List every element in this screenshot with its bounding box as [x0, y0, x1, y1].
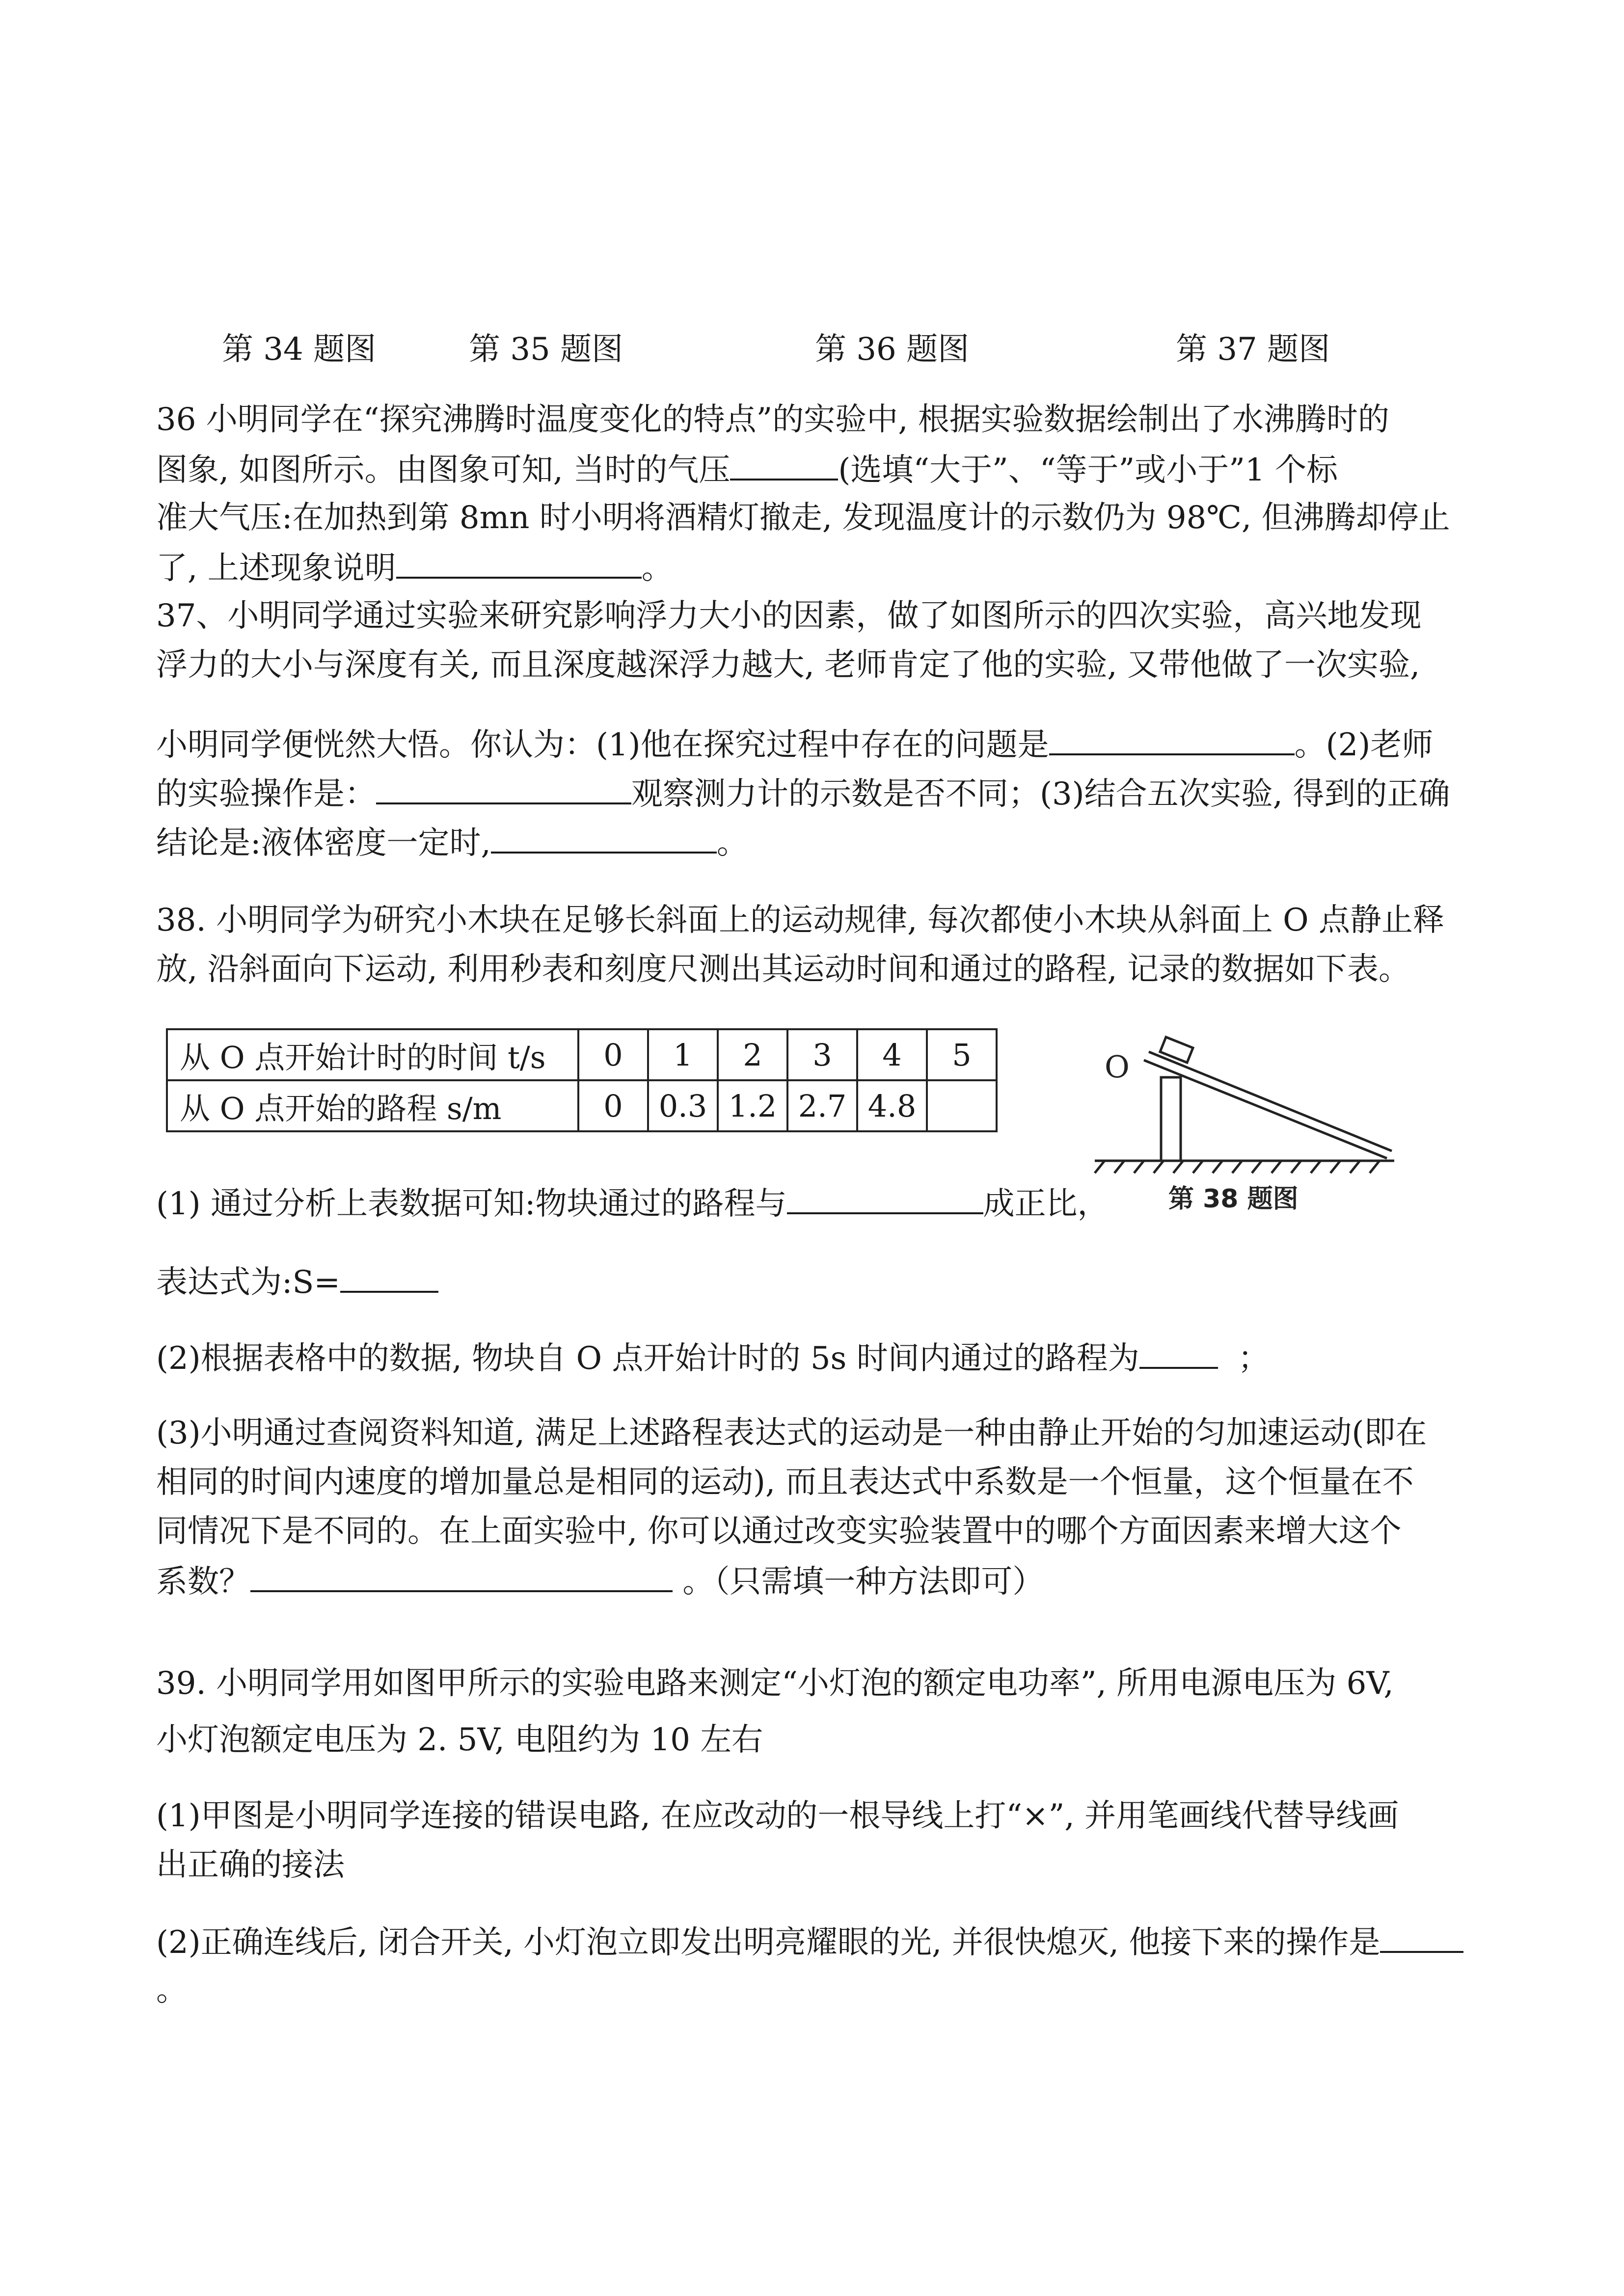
q39-line1: 39. 小明同学用如图甲所示的实验电路来测定“小灯泡的额定电功率”, 所用电源电压为 6V,	[156, 1665, 1394, 1702]
table-cell: 4	[857, 1029, 927, 1080]
table-cell-empty[interactable]	[927, 1080, 997, 1131]
table-cell: 1	[648, 1029, 718, 1080]
q37-blank-conclusion[interactable]	[491, 822, 717, 854]
q37-line5	[156, 822, 748, 863]
q36-line4	[156, 547, 673, 588]
caption-fig36: 第 36 题图	[815, 331, 970, 368]
table-cell: 0	[578, 1029, 648, 1080]
q39-blank-operation[interactable]	[1380, 1922, 1463, 1953]
q38-part3-text: 系数？	[156, 1564, 250, 1600]
q38-part3-line4	[156, 1561, 1044, 1602]
fig38-caption: 第 38 题图	[1168, 1184, 1299, 1210]
table-cell: 3	[787, 1029, 857, 1080]
q37-line5-end: 。	[716, 825, 748, 861]
q36-blank-pressure[interactable]	[730, 449, 838, 481]
table-cell: 2.7	[787, 1080, 857, 1131]
q38-blank-method[interactable]	[250, 1561, 673, 1592]
q38-part2-text: (2)根据表格中的数据, 物块自 O 点开始计时的 5s 时间内通过的路程为	[156, 1340, 1139, 1377]
q38-part1-text: (1) 通过分析上表数据可知:物块通过的路程与	[156, 1186, 787, 1222]
table-cell: 2	[718, 1029, 787, 1080]
q37-line1: 37、小明同学通过实验来研究影响浮力大小的因素，做了如图所示的四次实验，高兴地发现	[156, 598, 1422, 634]
q38-data-table	[166, 1028, 998, 1132]
q36-line2-text: 图象, 如图所示。由图象可知, 当时的气压	[156, 452, 731, 488]
q39-part2-line1	[156, 1922, 1463, 1962]
q39-part2-line2: 。	[156, 1972, 188, 2008]
q37-line3-end: 。(2)老师	[1294, 727, 1434, 763]
q39-part2-text: (2)正确连线后, 闭合开关, 小灯泡立即发出明亮耀眼的光, 并很快熄灭, 他接下来的操作是	[156, 1924, 1380, 1961]
q38-blank-proportional[interactable]	[787, 1183, 983, 1214]
table-cell: 1.2	[718, 1080, 787, 1131]
q37-line4	[156, 773, 1450, 814]
q37-line3-text: 小明同学便恍然大悟。你认为：(1)他在探究过程中存在的问题是	[156, 727, 1049, 763]
q38-part2-end: ；	[1238, 1340, 1270, 1377]
q38-part1-end: 成正比，	[983, 1186, 1109, 1222]
q38-expr-text: 表达式为:S=	[156, 1264, 341, 1301]
q38-part1-expr	[156, 1261, 438, 1302]
q36-line4-end: 。	[641, 550, 673, 587]
table-cell: 0.3	[648, 1080, 718, 1131]
q38-blank-expression[interactable]	[340, 1261, 438, 1293]
q38-line1: 38. 小明同学为研究小木块在足够长斜面上的运动规律, 每次都使小木块从斜面上 O 点静止释	[156, 902, 1444, 938]
incline-figure	[1080, 1014, 1434, 1210]
q38-line2: 放, 沿斜面向下运动, 利用秒表和刻度尺测出其运动时间和通过的路程, 记录的数据如下表。	[156, 951, 1410, 988]
table-header-distance: 从 O 点开始的路程 s/m	[167, 1080, 578, 1131]
table-header-time: 从 O 点开始计时的时间 t/s	[167, 1029, 578, 1080]
q37-line2: 浮力的大小与深度有关, 而且深度越深浮力越大, 老师肯定了他的实验, 又带他做了一次实验,	[156, 647, 1420, 683]
table-cell: 0	[578, 1080, 648, 1131]
incline-point-label: O	[1105, 1049, 1130, 1085]
table-row-distance	[167, 1080, 997, 1131]
q38-part3-line3: 同情况下是不同的。在上面实验中, 你可以通过改变实验装置中的哪个方面因素来增大这个	[156, 1513, 1402, 1549]
q36-line1: 36 小明同学在“探究沸腾时温度变化的特点”的实验中, 根据实验数据绘制出了水沸腾时的	[156, 401, 1389, 438]
q37-line4-text2: 观察测力计的示数是否不同；(3)结合五次实验, 得到的正确	[631, 776, 1450, 812]
q36-blank-conclusion[interactable]	[396, 547, 642, 579]
table-row-time	[167, 1029, 997, 1080]
q38-blank-distance[interactable]	[1139, 1337, 1218, 1369]
q38-part1	[156, 1183, 1109, 1224]
q39-line2: 小灯泡额定电压为 2. 5V, 电阻约为 10 左右	[156, 1722, 763, 1758]
q37-blank-operation[interactable]	[376, 773, 631, 804]
q38-part2	[156, 1337, 1269, 1378]
q37-line5-text: 结论是:液体密度一定时,	[156, 825, 491, 861]
caption-fig35: 第 35 题图	[469, 331, 623, 368]
q36-line2	[156, 449, 1338, 490]
q37-blank-problem[interactable]	[1049, 724, 1295, 755]
q36-line4-text: 了, 上述现象说明	[156, 550, 396, 587]
q37-line4-text: 的实验操作是：	[156, 776, 376, 812]
q37-line3	[156, 724, 1433, 765]
q36-line2-text2: (选填“大于”、“等于”或小于”1 个标	[838, 452, 1338, 488]
q38-part3-line2: 相同的时间内速度的增加量总是相同的运动), 而且表达式中系数是一个恒量，这个恒量在不	[156, 1464, 1414, 1500]
q38-part3-end: 。（只需填一种方法即可）	[682, 1564, 1044, 1600]
q36-line3: 准大气压:在加热到第 8mn 时小明将酒精灯撤走, 发现温度计的示数仍为 98℃, 但沸腾却停止	[156, 500, 1450, 536]
q39-part1-line1: (1)甲图是小明同学连接的错误电路, 在应改动的一根导线上打“×”, 并用笔画线代替导线画	[156, 1798, 1399, 1834]
table-cell: 5	[927, 1029, 997, 1080]
q38-part3-line1: (3)小明通过查阅资料知道, 满足上述路程表达式的运动是一种由静止开始的匀加速运动(即在	[156, 1415, 1427, 1451]
q39-part1-line2: 出正确的接法	[156, 1847, 345, 1883]
caption-fig34: 第 34 题图	[222, 331, 377, 368]
table-cell: 4.8	[857, 1080, 927, 1131]
caption-fig37: 第 37 题图	[1176, 331, 1330, 368]
